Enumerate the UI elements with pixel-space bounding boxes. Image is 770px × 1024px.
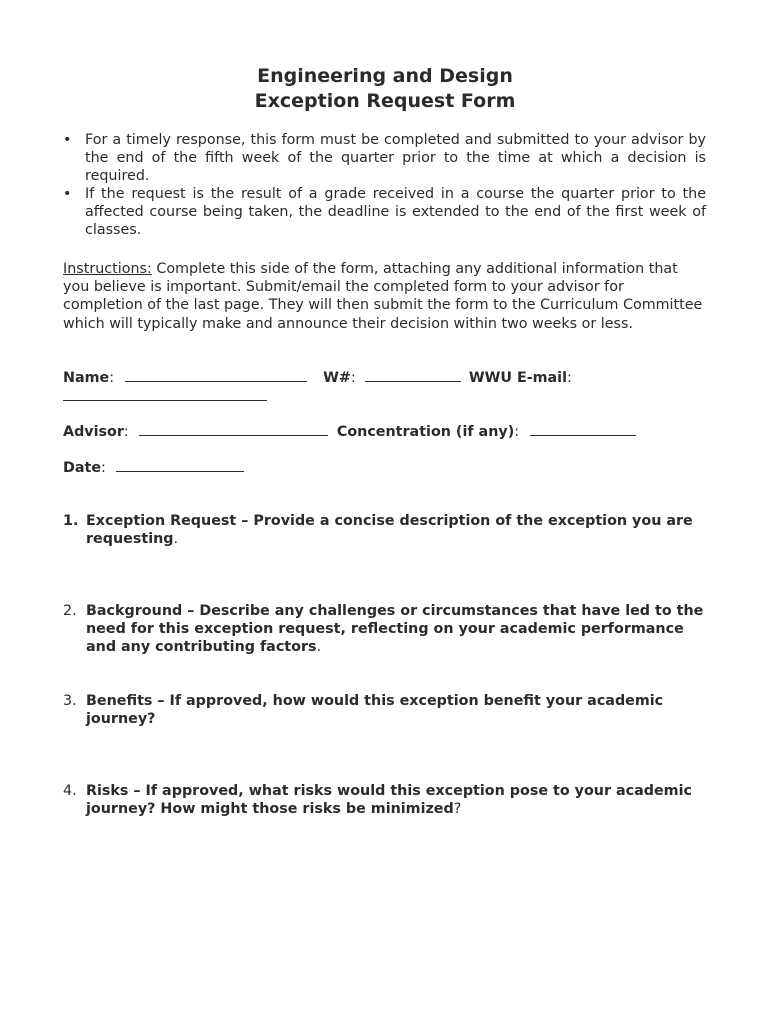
question-heading: Exception Request – Provide a concise description of the exception you are requesting [86, 513, 693, 547]
note-item: • For a timely response, this form must be completed and submitted to your advisor by the end of the fifth week of the quarter prior to the time at which a decision is required. [63, 131, 706, 185]
date-field[interactable] [116, 459, 244, 472]
question-number: 1. [63, 513, 79, 529]
name-colon: : [109, 370, 115, 386]
question-heading: Risks – If approved, what risks would this exception pose to your academic journey? How might those risks be minimized [86, 783, 692, 817]
date-row [63, 459, 244, 477]
advisor-colon: : [123, 424, 129, 440]
question-number: 4. [63, 783, 77, 799]
submission-notes [63, 131, 706, 239]
email-line-row [63, 388, 267, 406]
question-tail: . [173, 531, 179, 547]
question-2 [63, 602, 713, 656]
question-heading: Background – Describe any challenges or circumstances that have led to the need for this exception request, reflecting on your academic performance and any contributing factors [86, 603, 704, 655]
question-heading: Benefits – If approved, how would this exception benefit your academic journey? [86, 693, 664, 727]
question-number: 3. [63, 693, 77, 709]
form-title [0, 64, 770, 114]
instructions-paragraph [63, 260, 703, 333]
instructions-lead: Instructions: [63, 261, 152, 277]
concentration-colon: : [514, 424, 520, 440]
name-field[interactable] [125, 369, 307, 382]
advisor-row [63, 423, 636, 441]
question-4 [63, 782, 713, 818]
wnumber-label: W# [323, 370, 351, 386]
question-tail: ? [453, 801, 462, 817]
note-item: • If the request is the result of a grade received in a course the quarter prior to the affected course being taken, the deadline is extended to the end of the first week of classes. [63, 185, 706, 239]
advisor-field[interactable] [139, 423, 328, 436]
wnumber-field[interactable] [365, 369, 461, 382]
name-label: Name [63, 370, 110, 386]
title-line-1: Engineering and Design [257, 65, 513, 87]
question-1 [63, 512, 713, 548]
date-label: Date [63, 460, 102, 476]
question-number: 2. [63, 603, 77, 619]
email-field[interactable] [63, 388, 267, 401]
advisor-label: Advisor [63, 424, 124, 440]
date-colon: : [101, 460, 106, 476]
concentration-field[interactable] [530, 423, 636, 436]
question-3 [63, 692, 713, 728]
question-tail: . [316, 639, 322, 655]
instructions-text: Complete this side of the form, attaching any additional information that you believe is important. Submit/email the completed form to your advisor for completion of the last page. They will then submit the form to the Curriculum Committee which will typically make and announce their decision within two weeks or less. [63, 261, 703, 332]
email-label: WWU E-mail [468, 370, 567, 386]
student-info-row [63, 369, 572, 387]
wnumber-colon: : [350, 370, 356, 386]
title-line-2: Exception Request Form [254, 90, 516, 112]
email-colon: : [567, 370, 572, 386]
concentration-label: Concentration (if any) [336, 424, 515, 440]
